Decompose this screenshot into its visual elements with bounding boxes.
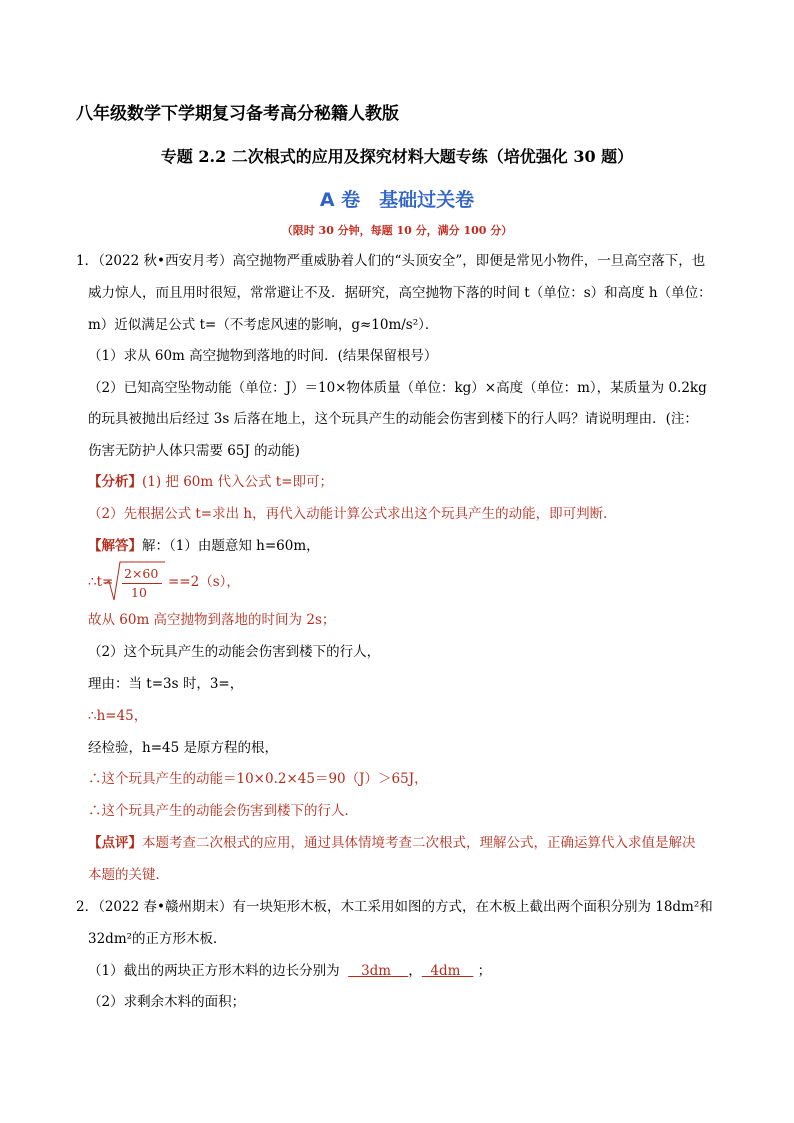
q1-line-2: 威力惊人，而且用时很短，常常避让不及．据研究，高空抛物下落的时间 t（单位：s）和高度 h（单位： xyxy=(88,285,712,301)
fraction-bar xyxy=(122,583,162,584)
q1-solution-9: ∴这个玩具产生的动能会伤害到楼下的行人． xyxy=(88,803,358,819)
section-title: A 卷 基础过关卷 xyxy=(319,189,475,211)
q1-line-1: 1．（2022 秋•西安月考）高空抛物严重威胁着人们的“头顶安全”，即便是常见小物件，一旦高空落下，也 xyxy=(76,253,706,269)
solution-label: 【解答】 xyxy=(88,538,142,554)
q1-solution-7: 经检验，h=45 是原方程的根， xyxy=(88,740,278,756)
answer-blank-1-text: 3dm xyxy=(361,963,392,979)
answer-blank-1 xyxy=(348,963,408,979)
fraction-numerator: 2×60 xyxy=(124,566,159,581)
q1-analysis-2: （2）先根据公式 t=求出 h，再代入动能计算公式求出这个玩具产生的动能，即可判断． xyxy=(88,506,617,522)
q2-line-2: 32dm²的正方形木板． xyxy=(88,931,227,947)
q2-part1-suffix: ； xyxy=(477,963,492,979)
comment-label: 【点评】 xyxy=(88,835,142,851)
q1-part-2-line-3: 伤害无防护人体只需要 65J 的动能) xyxy=(88,443,300,459)
q2-part1-prefix: （1）截出的两块正方形木料的边长分别为 xyxy=(88,963,340,979)
analysis-label: 【分析】 xyxy=(88,474,142,490)
document-title: 八年级数学下学期复习备考高分秘籍人教版 xyxy=(76,104,399,124)
answer-blank-2-text: 4dm xyxy=(430,963,461,979)
q1-solution-8: ∴这个玩具产生的动能＝10×0.2×45＝90（J）＞65J， xyxy=(88,771,428,787)
q1-comment-2: 本题的关键． xyxy=(88,867,169,883)
answer-blank-2 xyxy=(422,963,474,979)
fraction-denominator: 10 xyxy=(131,585,147,600)
q1-solution-3: 故从 60m 高空抛物到落地的时间为 2s； xyxy=(88,612,336,628)
q1-solution-5: 理由：当 t=3s 时，3=， xyxy=(88,676,244,692)
q1-solution-6: ∴h=45， xyxy=(88,708,148,724)
document-subtitle: 专题 2.2 二次根式的应用及探究材料大题专练（培优强化 30 题） xyxy=(160,147,634,166)
q1-line-3: m）近似满足公式 t=（不考虑风速的影响，g≈10m/s²）． xyxy=(88,317,439,333)
analysis-text-1: (1) 把 60m 代入公式 t=即可； xyxy=(142,474,334,490)
q1-analysis-1 xyxy=(88,473,333,491)
comment-text-1: 本题考查二次根式的应用，通过具体情境考查二次根式，理解公式，正确运算代入求值是解决 xyxy=(142,835,696,851)
q1-comment-1 xyxy=(88,834,696,852)
solution-text-1: 解：（1）由题意知 h=60m， xyxy=(142,538,320,554)
section-note: （限时 30 分钟，每题 10 分，满分 100 分） xyxy=(281,224,513,237)
q1-solution-1 xyxy=(88,537,320,555)
q2-part-1 xyxy=(88,962,491,980)
q1-part-1: （1）求从 60m 高空抛物到落地的时间．(结果保留根号） xyxy=(88,348,438,364)
q2-part1-sep: ， xyxy=(408,963,422,979)
q1-part-2-line-1: （2）已知高空坠物动能（单位：J）＝10×物体质量（单位：kg）×高度（单位：m），某质量为 0.2kg xyxy=(88,380,707,396)
q2-part-2: （2）求剩余木料的面积； xyxy=(88,994,246,1010)
q1-solution-2-prefix: ∴t= xyxy=(88,574,114,590)
q1-part-2-line-2: 的玩具被抛出后经过 3s 后落在地上，这个玩具产生的动能会伤害到楼下的行人吗？请说明理由．(注： xyxy=(88,411,698,427)
q1-solution-2-suffix: ==2（s）， xyxy=(168,574,240,590)
q2-line-1: 2．（2022 春•赣州期末）有一块矩形木板，木工采用如图的方式，在木板上截出两个面积分别为 18dm²和 xyxy=(76,899,713,915)
q1-solution-4: （2）这个玩具产生的动能会伤害到楼下的行人， xyxy=(88,644,381,660)
